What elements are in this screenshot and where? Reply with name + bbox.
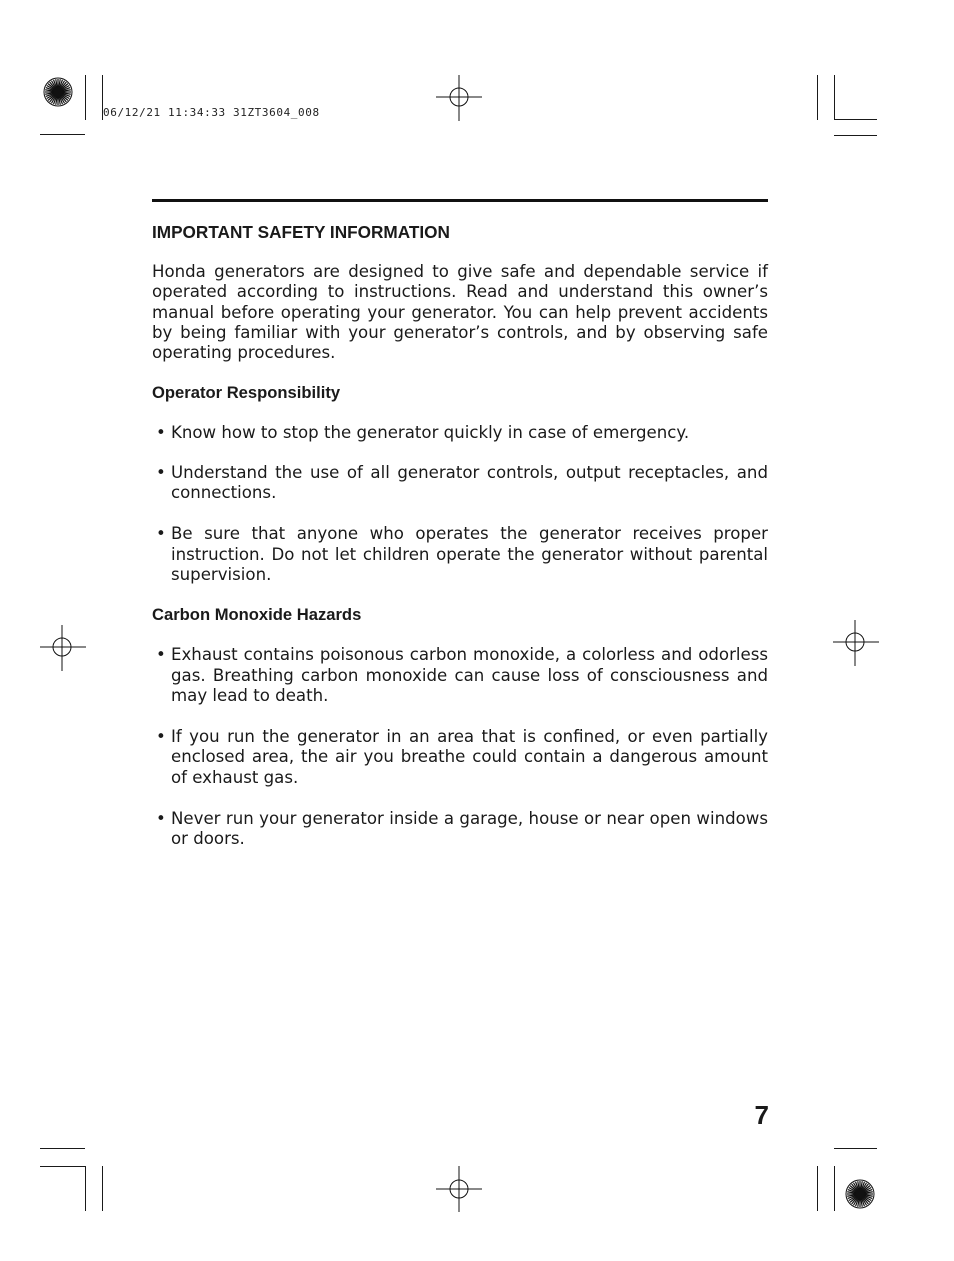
list-item-text: Exhaust contains poisonous carbon monoxide, a colorless and odorless gas. Breathing carbon monoxide can cause loss of consciousness and may lead to death. — [171, 645, 768, 705]
header-rule — [152, 199, 768, 202]
registration-target-right — [833, 620, 879, 666]
list-item-text: Understand the use of all generator controls, output receptacles, and connections. — [171, 462, 768, 503]
carbon-heading: Carbon Monoxide Hazards — [152, 605, 362, 625]
bullet: • — [156, 423, 166, 443]
crop-mark — [85, 1166, 86, 1211]
list-item — [152, 809, 768, 850]
bullet: • — [156, 645, 166, 665]
crop-mark — [834, 1166, 835, 1211]
crop-mark — [85, 75, 86, 120]
operator-list — [152, 423, 768, 585]
registration-starburst-top-left — [40, 74, 80, 114]
crop-mark — [40, 134, 85, 135]
bullet: • — [156, 462, 166, 482]
crop-mark — [834, 119, 877, 120]
intro-paragraph: Honda generators are designed to give safe and dependable service if operated according to instructions. Read and understand this owner’s manual before operating your generator. You can help prevent accidents by being familiar with your generator’s controls, and by observing safe operating procedures. — [152, 262, 768, 363]
crop-mark — [102, 1166, 103, 1211]
bullet: • — [156, 727, 166, 747]
list-item — [152, 524, 768, 585]
crop-mark — [40, 1148, 85, 1149]
registration-target-bottom — [436, 1166, 482, 1212]
registration-starburst-bottom-right — [840, 1174, 880, 1214]
operator-heading: Operator Responsibility — [152, 383, 341, 403]
registration-target-left — [40, 625, 86, 671]
list-item — [152, 645, 768, 706]
list-item-text: Be sure that anyone who operates the generator receives proper instruction. Do not let children operate the generator without parental supervision. — [171, 524, 768, 584]
print-stamp: 06/12/21 11:34:33 31ZT3604_008 — [103, 106, 320, 119]
list-item-text: Never run your generator inside a garage, house or near open windows or doors. — [171, 809, 768, 849]
page-content — [152, 221, 768, 850]
registration-target-top — [436, 75, 482, 121]
crop-mark — [817, 1166, 818, 1211]
list-item — [152, 463, 768, 504]
list-item-text: Know how to stop the generator quickly in case of emergency. — [171, 423, 690, 443]
list-item — [152, 423, 768, 443]
page-number: 7 — [754, 1100, 769, 1130]
crop-mark — [834, 75, 835, 120]
crop-mark — [817, 75, 818, 120]
bullet: • — [156, 809, 166, 829]
section-title: IMPORTANT SAFETY INFORMATION — [152, 222, 450, 242]
crop-mark — [40, 1166, 85, 1167]
crop-mark — [834, 1148, 877, 1149]
crop-mark — [834, 135, 877, 136]
bullet: • — [156, 524, 166, 544]
list-item — [152, 727, 768, 788]
list-item-text: If you run the generator in an area that is confined, or even partially enclosed area, the air you breathe could contain a dangerous amount of exhaust gas. — [171, 727, 768, 787]
carbon-list — [152, 645, 768, 849]
